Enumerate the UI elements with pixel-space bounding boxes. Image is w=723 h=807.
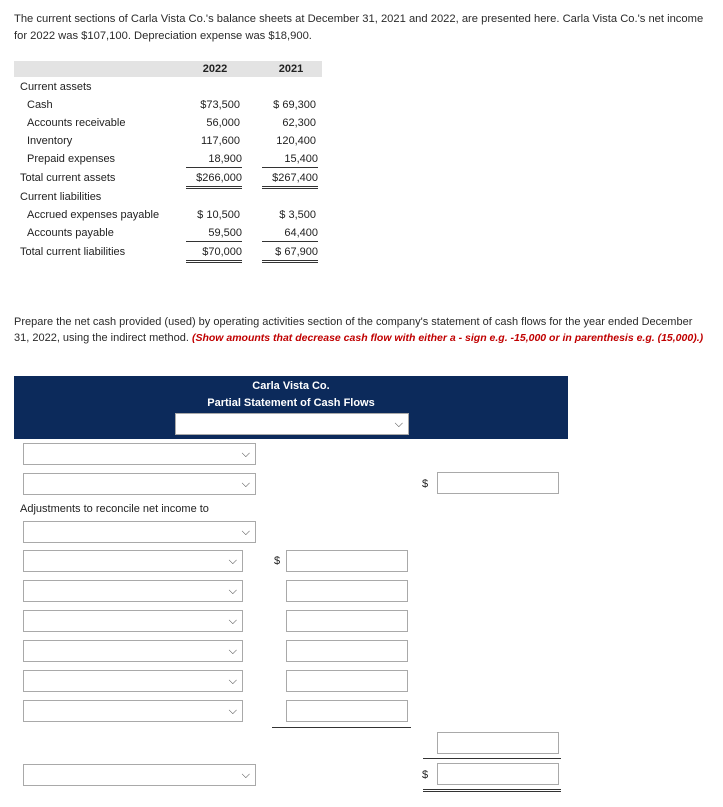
inventory-2021: 120,400 bbox=[276, 135, 316, 147]
total-rule bbox=[423, 758, 561, 759]
current-liabilities-heading: Current liabilities bbox=[20, 191, 102, 203]
cash-2022: $73,500 bbox=[200, 99, 240, 111]
accrued-2021: $ 3,500 bbox=[279, 209, 316, 221]
adjustment-input-2[interactable] bbox=[286, 580, 408, 602]
chevron-down-icon: ⌵ bbox=[228, 555, 237, 567]
row-label-accounts-receivable: Accounts receivable bbox=[27, 117, 126, 129]
chevron-down-icon: ⌵ bbox=[241, 478, 250, 490]
row-label-accounts-payable: Accounts payable bbox=[27, 227, 114, 239]
net-income-input[interactable] bbox=[437, 472, 559, 494]
currency-symbol: $ bbox=[422, 478, 429, 490]
row-label-accrued-expenses: Accrued expenses payable bbox=[27, 209, 160, 221]
adjustment-input-6[interactable] bbox=[286, 700, 408, 722]
period-select[interactable] bbox=[175, 413, 409, 435]
adjustment-input-4[interactable] bbox=[286, 640, 408, 662]
total-ca-2022: $266,000 bbox=[186, 171, 242, 189]
adjustment-select-5[interactable] bbox=[23, 670, 243, 692]
chevron-down-icon: ⌵ bbox=[228, 585, 237, 597]
total-ca-2021: $267,400 bbox=[262, 171, 318, 189]
adjustment-select-2[interactable] bbox=[23, 580, 243, 602]
current-assets-heading: Current assets bbox=[20, 81, 92, 93]
ar-2022: 56,000 bbox=[206, 117, 240, 129]
line-item-select-1[interactable] bbox=[23, 443, 256, 465]
chevron-down-icon: ⌵ bbox=[228, 645, 237, 657]
row-label-prepaid-expenses: Prepaid expenses bbox=[27, 153, 116, 165]
row-label-cash: Cash bbox=[27, 99, 53, 111]
adjustment-select-6[interactable] bbox=[23, 700, 243, 722]
final-double-rule-bottom bbox=[423, 791, 561, 792]
problem-intro: The current sections of Carla Vista Co.'s balance sheets at December 31, 2021 and 2022, are presented here. Carla Vista Co.'s net income for 2022 was $107,100. Depreciation expense was $18,900. bbox=[14, 13, 704, 42]
prepaid-2021: 15,400 bbox=[262, 152, 318, 168]
chevron-down-icon: ⌵ bbox=[241, 526, 250, 538]
adjustment-heading-select[interactable] bbox=[23, 521, 256, 543]
ar-2021: 62,300 bbox=[282, 117, 316, 129]
adjustment-input-3[interactable] bbox=[286, 610, 408, 632]
net-cash-input[interactable] bbox=[437, 763, 559, 785]
subtotal-rule bbox=[272, 727, 411, 728]
col-header-2022: 2022 bbox=[202, 63, 228, 75]
adjustment-select-1[interactable] bbox=[23, 550, 243, 572]
chevron-down-icon: ⌵ bbox=[241, 769, 250, 781]
total-cl-2022: $70,000 bbox=[186, 245, 242, 263]
total-cl-2021: $ 67,900 bbox=[262, 245, 318, 263]
adjustment-input-5[interactable] bbox=[286, 670, 408, 692]
adjustments-label: Adjustments to reconcile net income to bbox=[20, 503, 209, 515]
ap-2022: 59,500 bbox=[186, 226, 242, 242]
row-label-total-current-liabilities: Total current liabilities bbox=[20, 246, 126, 258]
col-header-2021: 2021 bbox=[278, 63, 304, 75]
company-name: Carla Vista Co. bbox=[252, 380, 330, 392]
accrued-2022: $ 10,500 bbox=[197, 209, 240, 221]
total-adjustments-input[interactable] bbox=[437, 732, 559, 754]
currency-symbol: $ bbox=[422, 769, 429, 781]
currency-symbol: $ bbox=[274, 555, 281, 567]
adjustment-input-1[interactable] bbox=[286, 550, 408, 572]
prepaid-2022: 18,900 bbox=[186, 152, 242, 168]
chevron-down-icon: ⌵ bbox=[228, 615, 237, 627]
chevron-down-icon: ⌵ bbox=[394, 418, 403, 430]
statement-title: Partial Statement of Cash Flows bbox=[207, 397, 375, 409]
row-label-inventory: Inventory bbox=[27, 135, 73, 147]
cash-2021: $ 69,300 bbox=[273, 99, 316, 111]
chevron-down-icon: ⌵ bbox=[241, 448, 250, 460]
row-label-total-current-assets: Total current assets bbox=[20, 172, 116, 184]
adjustment-select-3[interactable] bbox=[23, 610, 243, 632]
net-income-select[interactable] bbox=[23, 473, 256, 495]
final-double-rule-top bbox=[423, 789, 561, 790]
instructions bbox=[14, 314, 709, 346]
instructions-main: Prepare the net cash provided (used) by operating activities section of the company's statement of cash flows for the year ended December 31, 2022, using the indirect method. bbox=[14, 316, 693, 344]
inventory-2022: 117,600 bbox=[201, 135, 240, 147]
ap-2021: 64,400 bbox=[262, 226, 318, 242]
chevron-down-icon: ⌵ bbox=[228, 705, 237, 717]
net-cash-select[interactable] bbox=[23, 764, 256, 786]
instructions-note: (Show amounts that decrease cash flow with either a - sign e.g. -15,000 or in parenthesis e.g. (15,000).) bbox=[191, 332, 704, 344]
adjustment-select-4[interactable] bbox=[23, 640, 243, 662]
chevron-down-icon: ⌵ bbox=[228, 675, 237, 687]
